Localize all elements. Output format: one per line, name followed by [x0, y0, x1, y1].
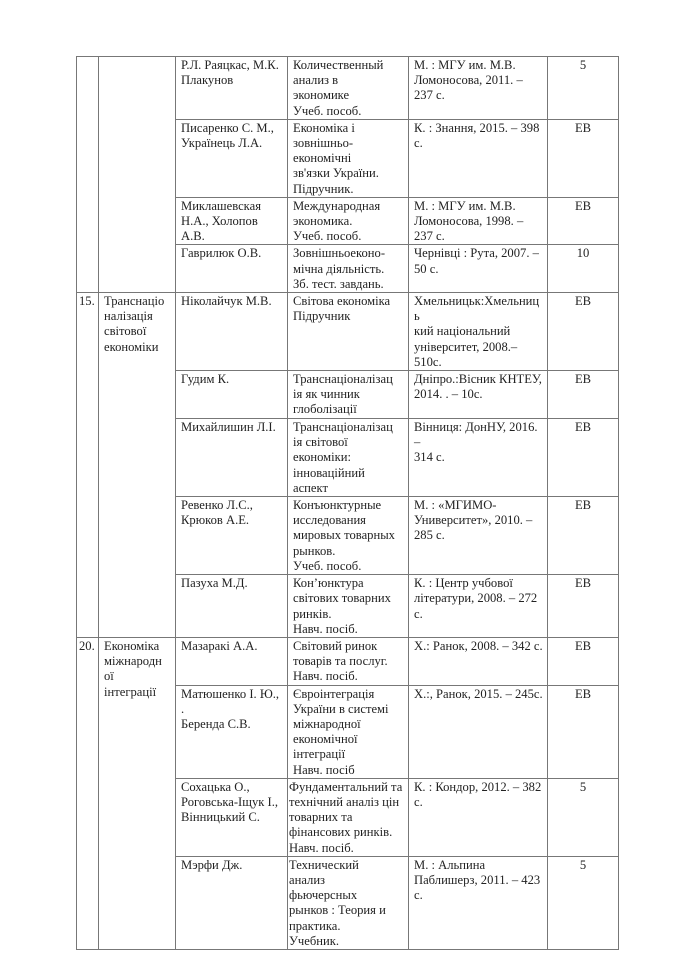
row-number: 15. — [77, 293, 99, 638]
topic-cell: Економіка міжнародн ої інтеграції — [99, 637, 176, 949]
publisher-cell: М. : «МГИМО- Университет», 2010. – 285 с. — [409, 497, 548, 575]
title-cell: Світова економіка Підручник — [288, 293, 409, 371]
copies-cell: ЕВ — [548, 371, 619, 419]
publisher-cell: Хмельницьк:Хмельниць кий національний університет, 2008.– 510с. — [409, 293, 548, 371]
copies-cell: ЕВ — [548, 419, 619, 497]
copies-cell: ЕВ — [548, 575, 619, 638]
topic-cell — [99, 57, 176, 293]
title-cell: Кон’юнктура світових товарних ринків. Навч. посіб. — [288, 575, 409, 638]
title-cell: Фундаментальний та технічний аналіз цін товарних та фінансових ринків. Навч. посіб. — [288, 778, 409, 856]
author-cell: Миклашевская Н.А., Холопов А.В. — [176, 197, 288, 245]
title-cell: Конъюнктурные исследования мировых товарных рынков. Учеб. пособ. — [288, 497, 409, 575]
publisher-cell: Чернівці : Рута, 2007. – 50 с. — [409, 245, 548, 293]
author-cell: Сохацька О., Роговська-Іщук І., Вінницький С. — [176, 778, 288, 856]
table-row — [77, 293, 619, 371]
title-cell: Світовий ринок товарів та послуг. Навч. посіб. — [288, 637, 409, 685]
author-cell: Р.Л. Раяцкас, М.К. Плакунов — [176, 57, 288, 120]
author-cell: Матюшенко І. Ю., . Беренда С.В. — [176, 685, 288, 778]
title-cell: Технический анализ фьючерсных рынков : Теория и практика. Учебник. — [288, 856, 409, 949]
publisher-cell: М. : МГУ им. М.В. Ломоносова, 1998. – 237 с. — [409, 197, 548, 245]
copies-cell: 10 — [548, 245, 619, 293]
copies-cell: ЕВ — [548, 119, 619, 197]
author-cell: Ревенко Л.С., Крюков А.Е. — [176, 497, 288, 575]
copies-cell: ЕВ — [548, 293, 619, 371]
row-number: 20. — [77, 637, 99, 949]
copies-cell: ЕВ — [548, 637, 619, 685]
copies-cell: 5 — [548, 856, 619, 949]
copies-cell: ЕВ — [548, 497, 619, 575]
publisher-cell: К. : Центр учбової літератури, 2008. – 272 с. — [409, 575, 548, 638]
row-number — [77, 57, 99, 293]
author-cell: Михайлишин Л.І. — [176, 419, 288, 497]
copies-cell: ЕВ — [548, 685, 619, 778]
title-cell: Транснаціоналізац ія світової економіки: інноваційний аспект — [288, 419, 409, 497]
title-cell: Транснаціоналізац ія як чинник глоболізації — [288, 371, 409, 419]
title-cell: Економіка і зовнішньо- економічні зв'язки України. Підручник. — [288, 119, 409, 197]
copies-cell: 5 — [548, 57, 619, 120]
publisher-cell: К. : Знання, 2015. – 398 с. — [409, 119, 548, 197]
title-cell: Зовнішньоеконо- мічна діяльність. Зб. тест. завдань. — [288, 245, 409, 293]
publisher-cell: М. : МГУ им. М.В. Ломоносова, 2011. – 237 с. — [409, 57, 548, 120]
table-row — [77, 57, 619, 120]
table-row — [77, 637, 619, 685]
copies-cell: 5 — [548, 778, 619, 856]
publisher-cell: М. : Альпина Паблишерз, 2011. – 423 с. — [409, 856, 548, 949]
author-cell: Гаврилюк О.В. — [176, 245, 288, 293]
author-cell: Ніколайчук М.В. — [176, 293, 288, 371]
author-cell: Писаренко С. М., Українець Л.А. — [176, 119, 288, 197]
publisher-cell: Х.:, Ранок, 2015. – 245с. — [409, 685, 548, 778]
title-cell: Международная экономика. Учеб. пособ. — [288, 197, 409, 245]
literature-table — [76, 56, 619, 950]
title-cell: Євроінтеграція України в системі міжнародної економічної інтеграції Навч. посіб — [288, 685, 409, 778]
title-cell: Количественный анализ в экономике Учеб. пособ. — [288, 57, 409, 120]
author-cell: Мазаракі А.А. — [176, 637, 288, 685]
publisher-cell: Вінниця: ДонНУ, 2016. – 314 с. — [409, 419, 548, 497]
publisher-cell: К. : Кондор, 2012. – 382 с. — [409, 778, 548, 856]
author-cell: Мэрфи Дж. — [176, 856, 288, 949]
author-cell: Пазуха М.Д. — [176, 575, 288, 638]
copies-cell: ЕВ — [548, 197, 619, 245]
publisher-cell: Дніпро.:Вісник КНТЕУ, 2014. . – 10с. — [409, 371, 548, 419]
author-cell: Гудим К. — [176, 371, 288, 419]
publisher-cell: Х.: Ранок, 2008. – 342 с. — [409, 637, 548, 685]
topic-cell: Транснаціо налізація світової економіки — [99, 293, 176, 638]
